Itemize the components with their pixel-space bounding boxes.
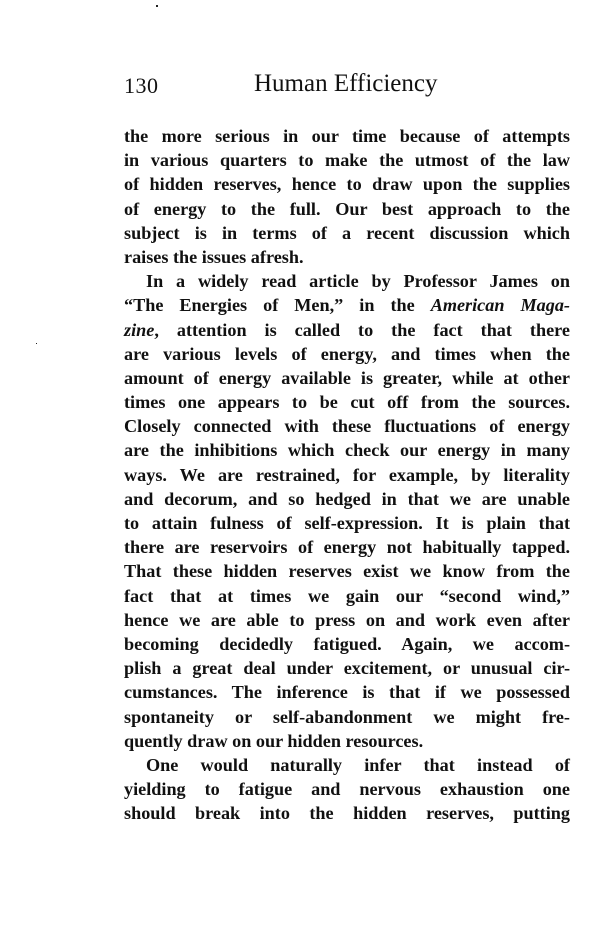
text-line: In a widely read article by Professor James on [146, 271, 570, 292]
text-line: of hidden reserves, hence to draw upon the supplies [124, 174, 570, 195]
page-header [124, 70, 574, 104]
text-segment: , attention is called to the fact that there [154, 319, 570, 340]
scan-speck [36, 343, 37, 344]
page-number: 130 [124, 73, 159, 98]
text-segment: “The Energies of Men,” in the [124, 295, 431, 316]
text-line: subject is in terms of a recent discussion which [124, 222, 570, 243]
body-text [124, 124, 570, 825]
text-line: and decorum, and so hedged in that we are unable [124, 488, 570, 509]
text-line: should break into the hidden reserves, putting [124, 803, 570, 824]
italic-title: American Maga- [430, 295, 570, 316]
text-line: times one appears to be cut off from the sources. [124, 392, 570, 413]
text-line: cumstances. The inference is that if we possessed [124, 682, 570, 703]
text-line: to attain fulness of self-expression. It is plain that [124, 513, 570, 533]
text-line: in various quarters to make the utmost of the law [124, 150, 570, 171]
text-line: Closely connected with these fluctuations of energy [124, 416, 570, 437]
text-line: the more serious in our time because of attempts [124, 126, 570, 146]
text-line: becoming decidedly fatigued. Again, we accom- [124, 633, 570, 654]
text-line: That these hidden reserves exist we know from the [124, 561, 570, 582]
italic-title: zine [124, 319, 155, 340]
scan-speck [156, 5, 158, 7]
text-line: of energy to the full. Our best approach to the [124, 198, 570, 219]
text-line: plish a great deal under excitement, or unusual cir- [124, 658, 570, 679]
text-line: fact that at times we gain our “second wind,” [124, 585, 570, 606]
text-line: there are reservoirs of energy not habitually tapped. [124, 537, 570, 558]
text-line: yielding to fatigue and nervous exhaustion one [124, 779, 570, 800]
text-line: quently draw on our hidden resources. [124, 730, 424, 751]
text-line: hence we are able to press on and work even after [124, 609, 570, 630]
text-line [124, 293, 570, 317]
text-line: raises the issues afresh. [124, 246, 304, 267]
text-line: amount of energy available is greater, while at other [124, 367, 570, 388]
text-line: One would naturally infer that instead of [146, 754, 570, 775]
text-line: are various levels of energy, and times when the [124, 343, 570, 364]
running-title: Human Efficiency [254, 70, 438, 97]
text-line [124, 318, 570, 342]
text-line: are the inhibitions which check our energy in many [124, 440, 570, 461]
text-line: spontaneity or self-abandonment we might fre- [124, 706, 570, 727]
text-line: ways. We are restrained, for example, by literality [124, 464, 570, 485]
